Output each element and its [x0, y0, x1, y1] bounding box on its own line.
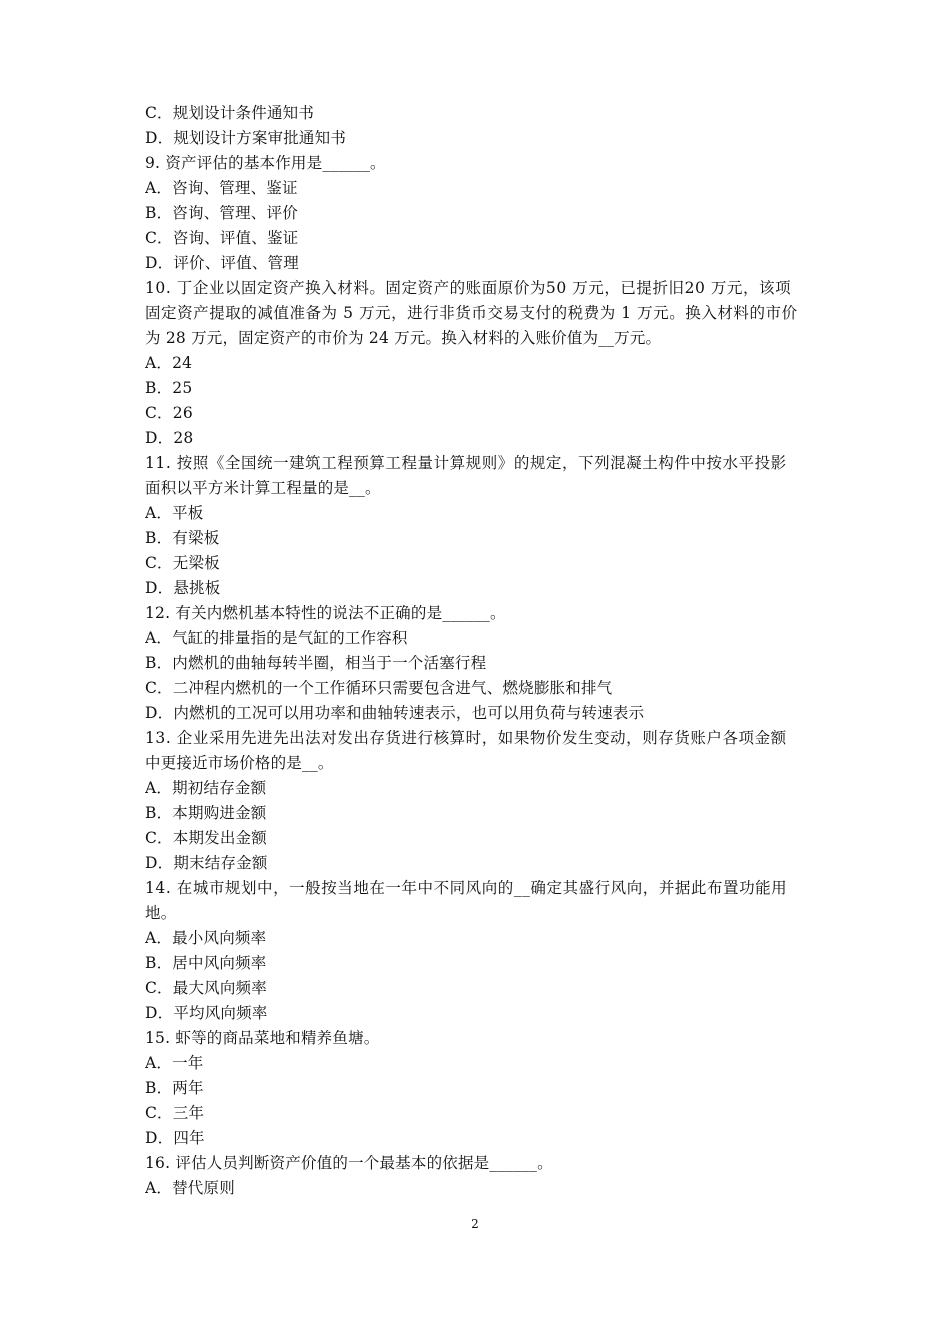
text-line: 地。	[145, 904, 177, 922]
text-line: D．28	[145, 429, 194, 447]
text-line: B．内燃机的曲轴每转半圈，相当于一个活塞行程	[145, 654, 487, 672]
page-number: 2	[471, 1217, 479, 1231]
text-line: A．一年	[145, 1054, 204, 1072]
text-line: D．四年	[145, 1129, 205, 1147]
text-line: 16. 评估人员判断资产价值的一个最基本的依据是______。	[145, 1154, 553, 1172]
text-line: 9. 资产评估的基本作用是______。	[145, 154, 386, 172]
text-line: C．二冲程内燃机的一个工作循环只需要包含进气、燃烧膨胀和排气	[145, 679, 613, 697]
text-line: 10. 丁企业以固定资产换入材料。固定资产的账面原价为50 万元，已提折旧20 万元，该项	[145, 279, 792, 297]
text-line: 11. 按照《全国统一建筑工程预算工程量计算规则》的规定，下列混凝土构件中按水平投影	[145, 454, 787, 472]
text-line: C．无梁板	[145, 554, 220, 572]
document-body	[145, 101, 825, 1201]
text-line: D．规划设计方案审批通知书	[145, 129, 347, 147]
text-line: C．规划设计条件通知书	[145, 104, 315, 122]
text-line: A．咨询、管理、鉴证	[145, 179, 298, 197]
text-line: C．最大风向频率	[145, 979, 267, 997]
text-line: D．悬挑板	[145, 579, 221, 597]
text-line: A．气缸的排量指的是气缸的工作容积	[145, 629, 408, 647]
text-line: D．内燃机的工况可以用功率和曲轴转速表示，也可以用负荷与转速表示	[145, 704, 645, 722]
text-line: B．25	[145, 379, 193, 397]
text-line: 12. 有关内燃机基本特性的说法不正确的是______。	[145, 604, 506, 622]
text-line: B．本期购进金额	[145, 804, 267, 822]
text-line: B．咨询、管理、评价	[145, 204, 298, 222]
text-line: B．居中风向频率	[145, 954, 267, 972]
text-line: C．咨询、评值、鉴证	[145, 229, 299, 247]
text-line: A．最小风向频率	[145, 929, 267, 947]
text-line: D．平均风向频率	[145, 1004, 268, 1022]
text-line: D．期末结存金额	[145, 854, 268, 872]
text-line: A．替代原则	[145, 1179, 235, 1197]
text-line: B．有梁板	[145, 529, 220, 547]
text-line: 14. 在城市规划中，一般按当地在一年中不同风向的__确定其盛行风向，并据此布置功能用	[145, 879, 788, 897]
text-line: A．期初结存金额	[145, 779, 267, 797]
text-line: C．26	[145, 404, 193, 422]
text-line: C．本期发出金额	[145, 829, 267, 847]
text-line: 为 28 万元，固定资产的市价为 24 万元。换入材料的入账价值为__万元。	[145, 329, 662, 347]
text-line: 面积以平方米计算工程量的是__。	[145, 479, 381, 497]
text-line: A．24	[145, 354, 193, 372]
text-line: 15. 虾等的商品菜地和精养鱼塘。	[145, 1029, 380, 1047]
text-line: B．两年	[145, 1079, 204, 1097]
text-line: D．评价、评值、管理	[145, 254, 299, 272]
text-line: 13. 企业采用先进先出法对发出存货进行核算时，如果物价发生变动，则存货账户各项金额	[145, 729, 787, 747]
text-line: 固定资产提取的减值准备为 5 万元，进行非货币交易支付的税费为 1 万元。换入材料的市价	[145, 304, 798, 322]
text-line: 中更接近市场价格的是__。	[145, 754, 334, 772]
text-line: C．三年	[145, 1104, 205, 1122]
text-line: A．平板	[145, 504, 204, 522]
